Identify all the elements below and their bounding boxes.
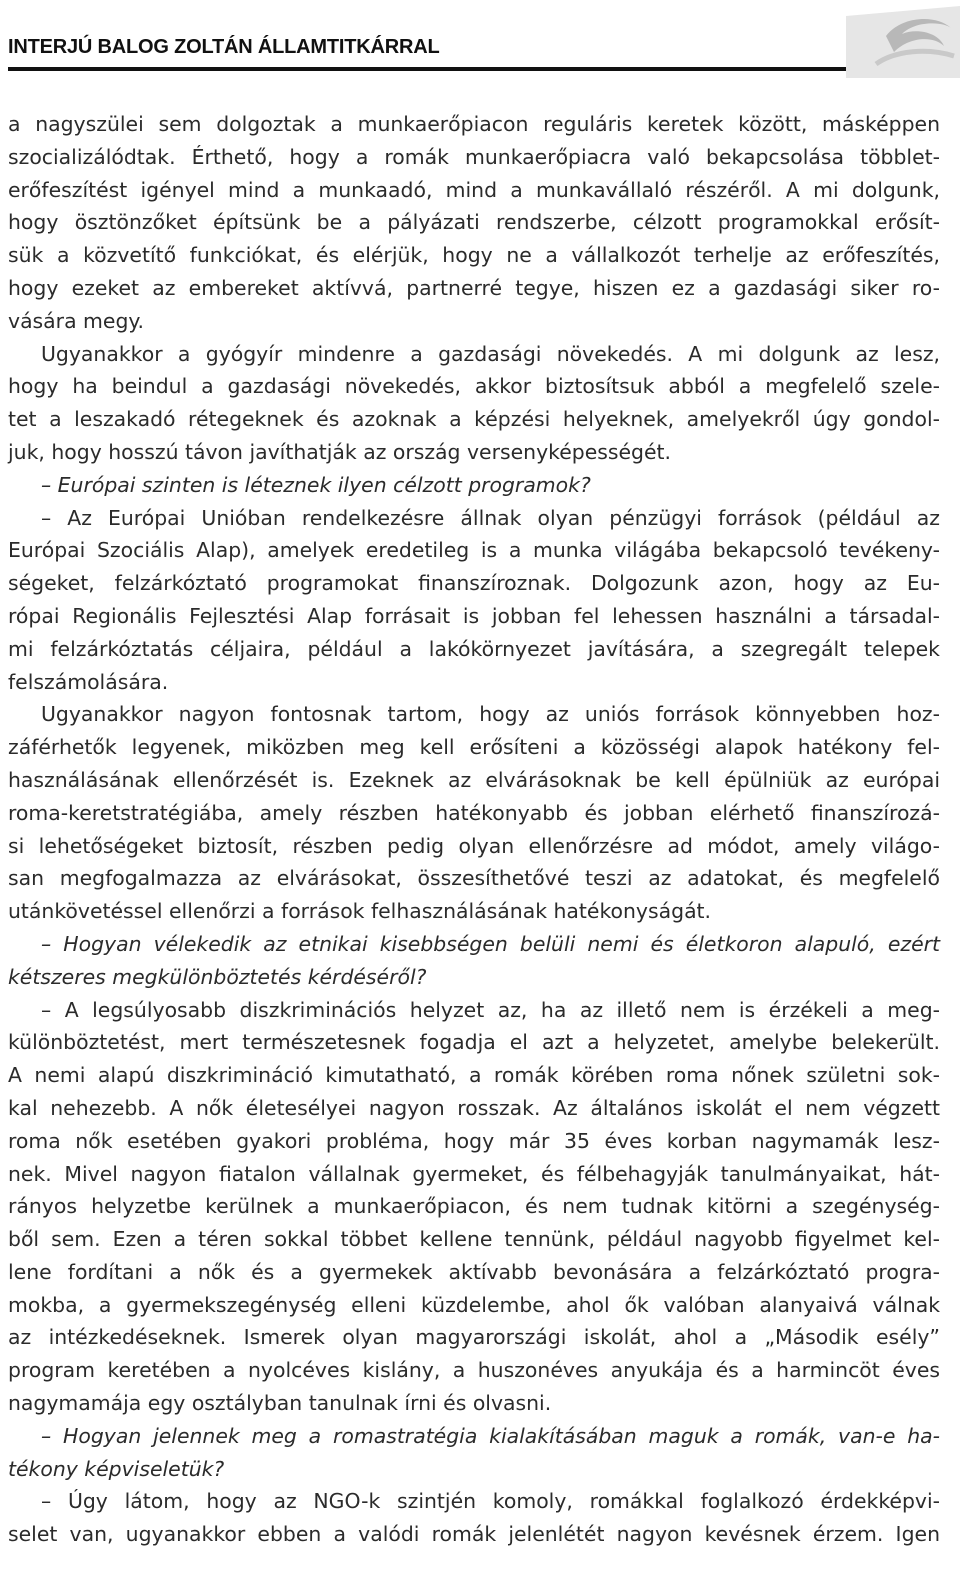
- body-text-line: roma-keretstratégiába, amely részben hatékonyabb és jobban elérhető finanszírozá-: [8, 800, 940, 825]
- body-text-line: vására megy.: [8, 308, 145, 333]
- body-text-line: a nagyszülei sem dolgoztak a munkaerőpiacon reguláris keretek között, másképpen: [8, 112, 940, 136]
- body-text-line: – Az Európai Unióban rendelkezésre állnak olyan pénzügyi források (például az: [41, 505, 940, 530]
- body-text-line: san megfogalmazza az elvárásokat, összesíthetővé teszi az adatokat, és megfelelő: [8, 866, 940, 891]
- interview-question-line: – Hogyan vélekedik az etnikai kisebbségen belüli nemi és életkoron alapuló, ezért: [41, 931, 940, 956]
- running-header: [0, 0, 960, 90]
- body-text-line: A nemi alapú diszkrimináció kimutatható, a romák körében roma nőnek születni sok-: [8, 1063, 940, 1088]
- body-text-line: ből sem. Ezen a téren sokkal többet kellene tennünk, például nagyobb figyelmet kel-: [8, 1227, 940, 1252]
- body-text-line: hogy ezeket az embereket aktívvá, partnerré tegye, hiszen ez a gazdasági siker ro-: [8, 275, 940, 300]
- header-rule: [8, 67, 903, 71]
- body-text-line: erőfeszítést igényel mind a munkaadó, mind a munkavállaló részéről. A mi dolgunk,: [8, 177, 940, 202]
- body-text-line: Ugyanakkor nagyon fontosnak tartom, hogy az uniós források könnyebben hoz-: [41, 702, 940, 727]
- body-text-line: mokba, a gyermekszegénység elleni küzdelembe, ahol ők valóban alanyaivá válnak: [8, 1292, 940, 1317]
- interview-question-line: – Hogyan jelennek meg a romastratégia kialakításában maguk a romák, van-e ha-: [41, 1423, 940, 1448]
- body-text-line: Európai Szociális Alap), amelyek eredetileg is a munka világába bekapcsoló tevékeny-: [8, 538, 940, 563]
- body-text-line: roma nők esetében gyakori probléma, hogy már 35 éves korban nagymamák lesz-: [8, 1128, 940, 1153]
- body-text-line: hogy ösztönzőket építsünk be a pályázati rendszerbe, célzott programokkal erősít-: [8, 210, 940, 235]
- body-text-line: rányos helyzetbe kerülnek a munkaerőpiacon, és nem tudnak kitörni a szegénység-: [8, 1194, 940, 1219]
- body-text-line: hogy ha beindul a gazdasági növekedés, akkor biztosítsuk abból a megfelelő szele-: [8, 374, 940, 399]
- header-title: INTERJÚ BALOG ZOLTÁN ÁLLAMTITKÁRRAL: [8, 36, 440, 58]
- body-text-line: használásának ellenőrzését is. Ezeknek az elvárásoknak be kell épülniük az európai: [8, 767, 940, 792]
- interview-question-line: kétszeres megkülönböztetés kérdéséről?: [8, 964, 427, 989]
- body-text-line: ségeket, felzárkóztató programokat finanszíroznak. Dolgozunk azon, hogy az Eu-: [8, 571, 940, 596]
- body-text-line: rópai Regionális Fejlesztési Alap forrásait is jobban fel lehessen használni a társadal-: [8, 603, 940, 628]
- body-text-line: nek. Mivel nagyon fiatalon vállalnak gyermeket, és félbehagyják tanulmányaikat, hát-: [8, 1161, 940, 1186]
- body-text-line: sük a közvetítő funkciókat, és elérjük, hogy ne a vállalkozót terhelje az erőfeszítés,: [8, 243, 940, 268]
- body-text-line: mi felzárkóztatás céljaira, például a lakókörnyezet javítására, a szegregált telepek: [8, 636, 940, 661]
- body-text-line: az intézkedéseknek. Ismerek olyan magyarországi iskolát, ahol a „Második esély”: [8, 1325, 940, 1350]
- interview-question-line: – Európai szinten is léteznek ilyen célzott programok?: [41, 472, 591, 497]
- body-text-line: juk, hogy hosszú távon javíthatják az ország versenyképességét.: [8, 439, 672, 464]
- body-text-line: si lehetőségeket biztosít, részben pedig olyan ellenőrzésre ad módot, amely világo-: [8, 833, 940, 858]
- corner-logo-icon: [846, 6, 960, 78]
- body-text-line: program keretében a nyolcéves kislány, a huszonéves anyukája és a harmincöt éves: [8, 1358, 940, 1383]
- interview-question-line: tékony képviseletük?: [8, 1456, 225, 1481]
- body-text-line: Ugyanakkor a gyógyír mindenre a gazdasági növekedés. A mi dolgunk az lesz,: [41, 341, 940, 366]
- body-text-line: felszámolására.: [8, 669, 169, 694]
- body-text-line: tet a leszakadó rétegeknek és azoknak a képzési helyeknek, amelyekről úgy gondol-: [8, 407, 940, 432]
- body-text-line: záférhetők legyenek, miközben meg kell erősíteni a közösségi alapok hatékony fel-: [8, 735, 940, 760]
- article-body: [8, 108, 940, 1551]
- body-text-line: szocializálódtak. Érthető, hogy a romák munkaerőpiacra való bekapcsolása többlet-: [8, 144, 940, 169]
- body-text-line: lene fordítani a nők és a gyermekek aktívabb bevonására a felzárkóztató progra-: [8, 1259, 940, 1284]
- body-text-line: különböztetést, mert természetesnek fogadja el azt a helyzetet, amelybe belekerült.: [8, 1030, 940, 1055]
- body-text-line: nagymamája egy osztályban tanulnak írni és olvasni.: [8, 1391, 552, 1416]
- body-text-line: kal nehezebb. A nők életesélyei nagyon rosszak. Az általános iskolát el nem végzett: [8, 1095, 940, 1120]
- body-text-line: – Úgy látom, hogy az NGO-k szintjén komoly, romákkal foglalkozó érdekképvi-: [41, 1489, 940, 1514]
- body-text-line: selet van, ugyanakkor ebben a valódi romák jelenlétét nagyon kevésnek érzem. Igen: [8, 1522, 940, 1547]
- body-text-line: – A legsúlyosabb diszkriminációs helyzet az, ha az illető nem is érzékeli a meg-: [41, 997, 940, 1022]
- body-text-line: utánkövetéssel ellenőrzi a források felhasználásának hatékonyságát.: [8, 899, 712, 924]
